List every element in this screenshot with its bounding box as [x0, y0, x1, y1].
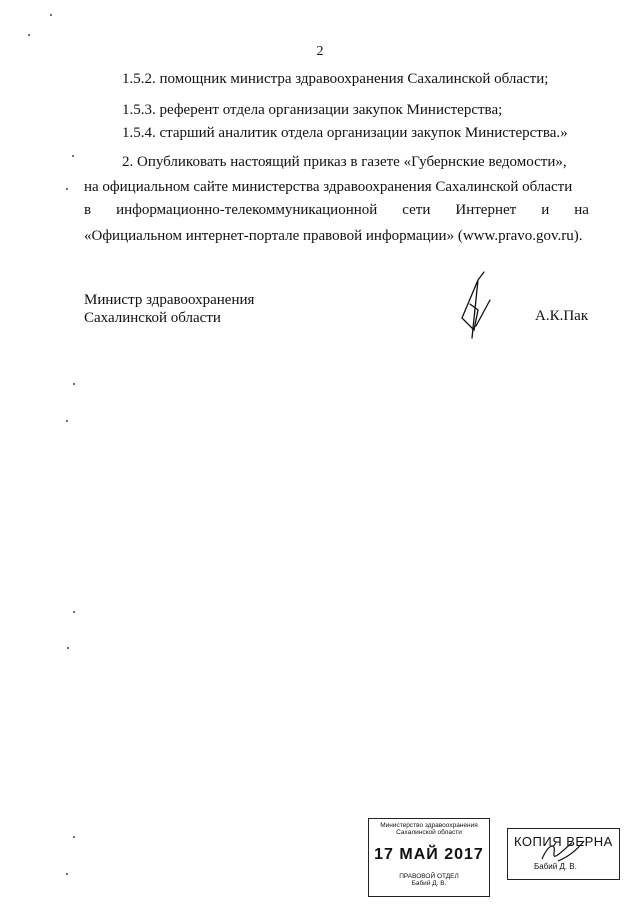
scan-speck: [73, 383, 75, 385]
paragraph-word: и: [541, 202, 550, 218]
stamp-org-line: Министерство здравоохранения: [380, 822, 478, 829]
stamp-person: Бабий Д. В.: [534, 862, 577, 871]
stamp-label: КОПИЯ ВЕРНА: [514, 834, 613, 849]
list-item: 1.5.2. помощник министра здравоохранения Сахалинской области;: [122, 71, 549, 87]
scan-speck: [50, 14, 52, 16]
stamp-org-line: Сахалинской области: [396, 829, 462, 836]
scan-speck: [72, 155, 74, 157]
signatory-title: [84, 291, 254, 327]
list-item: 1.5.4. старший аналитик отдела организации закупок Министерства.»: [122, 125, 568, 141]
scan-speck: [73, 611, 75, 613]
stamp-date: 17 МАЙ 2017: [374, 846, 484, 863]
page-number: 2: [316, 44, 324, 59]
paragraph-word: сети: [402, 202, 431, 218]
scan-speck: [66, 188, 68, 190]
signature-image: [448, 270, 498, 340]
paragraph-line: 2. Опубликовать настоящий приказ в газете «Губернские ведомости»,: [122, 154, 567, 170]
paragraph-word: в: [84, 202, 92, 218]
scan-speck: [28, 34, 30, 36]
registration-stamp: [368, 818, 490, 897]
paragraph-justified-line: [84, 201, 589, 219]
signatory-title-line: Министр здравоохранения: [84, 292, 255, 308]
stamp-person: Бабий Д. В.: [411, 880, 447, 887]
signatory-name: А.К.Пак: [535, 308, 589, 324]
signatory-title-line: Сахалинской области: [84, 310, 221, 326]
paragraph-word: на: [574, 202, 589, 218]
paragraph-line: «Официальном интернет-портале правовой информации» (www.pravo.gov.ru).: [84, 228, 583, 244]
paragraph-word: Интернет: [455, 202, 517, 218]
stamp-footer: [369, 873, 489, 887]
scan-speck: [66, 873, 68, 875]
list-item: 1.5.3. референт отдела организации закупок Министерства;: [122, 102, 503, 118]
paragraph-word: информационно-телекоммуникационной: [116, 202, 378, 218]
stamp-org: [369, 822, 489, 836]
paragraph-line: на официальном сайте министерства здравоохранения Сахалинской области: [84, 179, 573, 195]
scan-speck: [67, 647, 69, 649]
scan-speck: [66, 420, 68, 422]
copy-certified-stamp: [507, 828, 620, 880]
stamp-dept: ПРАВОВОЙ ОТДЕЛ: [399, 873, 459, 880]
scan-speck: [73, 836, 75, 838]
